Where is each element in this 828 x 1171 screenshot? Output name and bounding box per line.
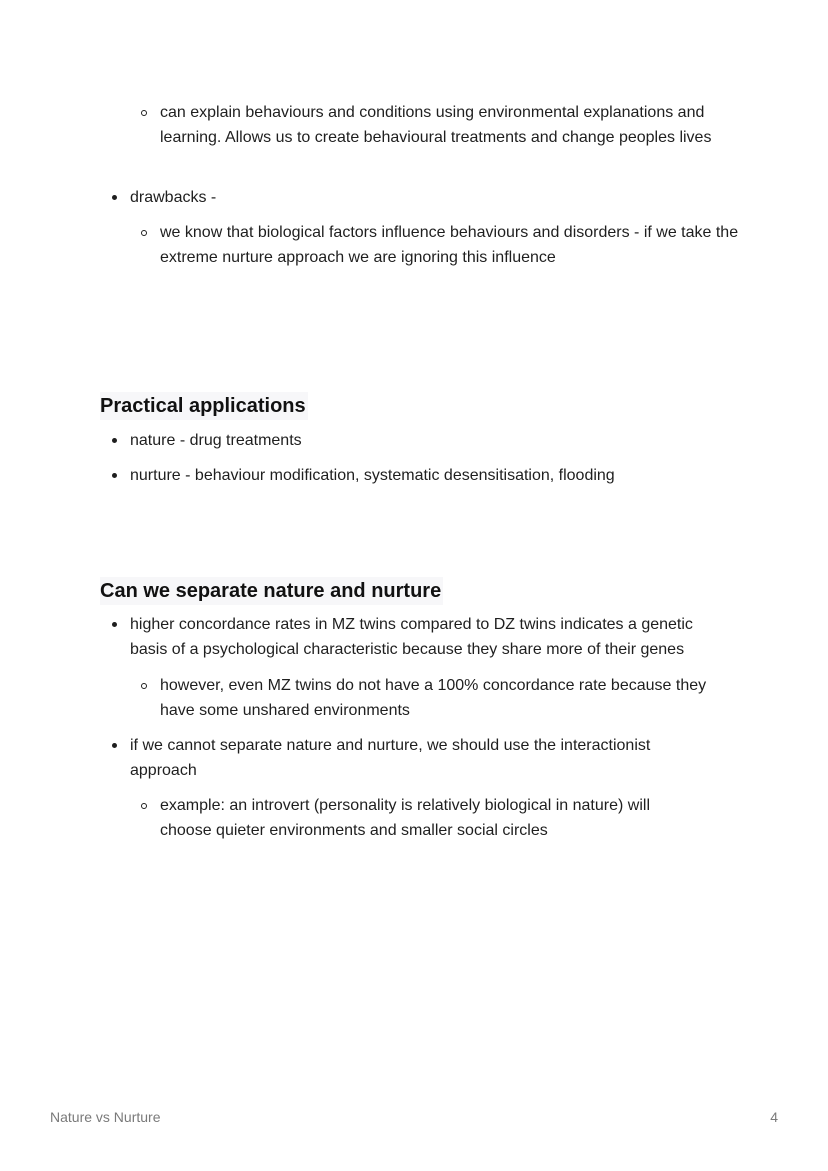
footer-document-title: Nature vs Nurture <box>50 1109 161 1125</box>
list-item <box>130 733 700 783</box>
list-item <box>160 793 700 843</box>
list-item-text: we know that biological factors influence behaviours and disorders - if we take the extreme nurture approach we are ignoring this influence <box>160 224 739 266</box>
list-item <box>130 463 730 488</box>
list-item-text: can explain behaviours and conditions using environmental explanations and learning. Allows us to create behavioural treatments and change peoples lives <box>160 104 712 146</box>
list-item-text: if we cannot separate nature and nurture, we should use the interactionist approach <box>130 737 651 779</box>
list-item-text: example: an introvert (personality is relatively biological in nature) will choose quieter environments and smaller social circles <box>160 797 650 839</box>
bullet-icon <box>112 743 117 748</box>
section-heading-practical-applications: Practical applications <box>100 392 308 420</box>
hollow-bullet-icon <box>141 683 147 689</box>
list-item <box>160 100 740 150</box>
bullet-icon <box>112 195 117 200</box>
list-item <box>160 220 740 270</box>
list-item-text: higher concordance rates in MZ twins compared to DZ twins indicates a genetic basis of a psychological characteristic because they share more of their genes <box>130 616 693 658</box>
list-item-text: nature - drug treatments <box>130 432 302 449</box>
list-item-text: drawbacks - <box>130 189 217 206</box>
list-item-text: however, even MZ twins do not have a 100% concordance rate because they have some unshared environments <box>160 677 707 719</box>
bullet-icon <box>112 473 117 478</box>
list-item <box>160 673 720 723</box>
bullet-icon <box>112 438 117 443</box>
bullet-icon <box>112 622 117 627</box>
hollow-bullet-icon <box>141 230 147 236</box>
list-item-text: nurture - behaviour modification, systematic desensitisation, flooding <box>130 467 615 484</box>
list-item-drawbacks <box>130 185 730 210</box>
footer-page-number: 4 <box>770 1109 778 1125</box>
hollow-bullet-icon <box>141 803 147 809</box>
list-item <box>130 428 730 453</box>
list-item <box>130 612 730 662</box>
hollow-bullet-icon <box>141 110 147 116</box>
section-heading-separate-nature-nurture: Can we separate nature and nurture <box>100 577 443 605</box>
